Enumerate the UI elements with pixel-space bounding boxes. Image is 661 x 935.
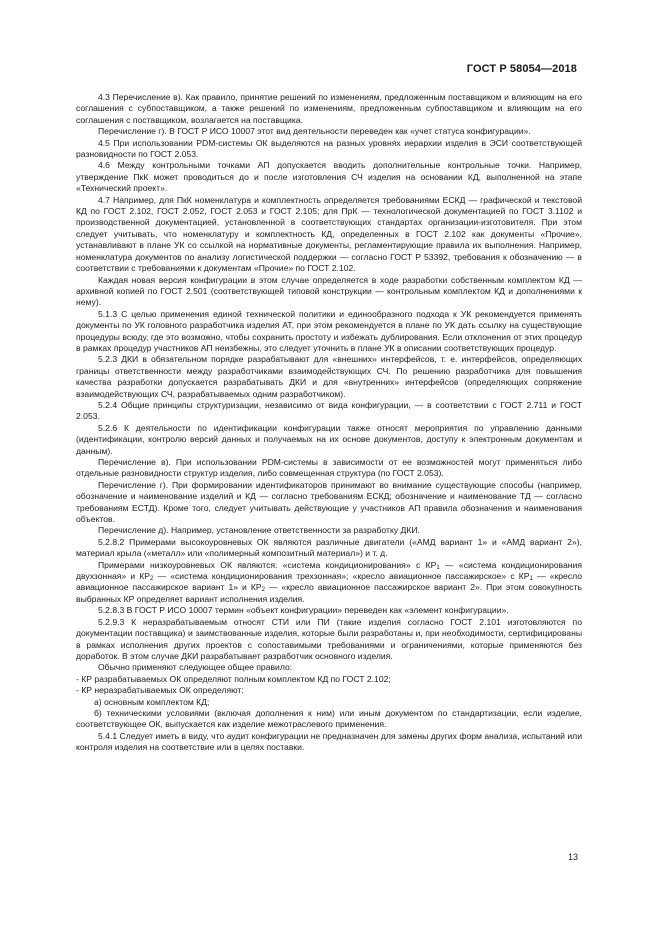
document-code-header: ГОСТ Р 58054—2018 xyxy=(466,63,577,75)
list-item: - КР разрабатываемых ОК определяют полным комплектом КД по ГОСТ 2.102; xyxy=(76,673,391,684)
kr-text-part: Примерами низкоуровневых ОК являются: «система кондиционирования» с КР xyxy=(98,559,437,570)
paragraph-general-rule: Обычно применяют следующее общее правило: xyxy=(98,662,293,673)
paragraph-4-7-version: Каждая новая версия конфигурации в этом случае определяется в ходе разработки собственным комплектом КД — архивной копией по ГОСТ 2.501 (соответствующей типовой конструкции — контрольным комплектом КД и дополнениями к нему). xyxy=(76,274,582,308)
document-body xyxy=(76,92,582,754)
paragraph-5-2-6-d: Перечисление д). Например, установление ответственности за разработку ДКИ. xyxy=(98,525,420,536)
kr-text-part: — «система кондиционирования трехзонная»; «кресло авиационное пассажирское» с КР xyxy=(153,571,530,582)
paragraph-5-2-8-3: 5.2.8.3 В ГОСТ Р ИСО 10007 термин «объект конфигурации» переведен как «элемент конфигурации». xyxy=(98,605,509,616)
kr-subscript: 2 xyxy=(261,587,265,594)
paragraph-5-2-6-v: Перечисление в). При использовании PDM-системы в зависимости от ее возможностей могут применяться либо отдельные разновидности структур изделия, либо совмещенная структура (по ГОСТ 2.053). xyxy=(76,457,582,479)
paragraph-4-3: 4.3 Перечисление в). Как правило, принятие решений по изменениям, предложенным поставщиком и влияющим на его соглашения с субпоставщиком, а также решений по изменениям, предложенным субпоставщиком и влияющим на его соглашения с поставщиком, возлагается на поставщика. xyxy=(76,92,582,125)
kr-text-part: — «кресло авиационное пассажирское вариант 2». При этом совокупность выбранных КР определяет вариант исполнения изделия. xyxy=(76,582,583,604)
kr-subscript: 1 xyxy=(529,576,533,583)
paragraph-low-level-ok xyxy=(76,560,582,606)
kr-subscript: 2 xyxy=(150,576,154,583)
paragraph-5-2-6: 5.2.6 К деятельности по идентификации конфигурации также относят мероприятия по управлению данными (идентификации, контролю версий данных и получаемых на их основе документов, доступу к электронным документам и данным). xyxy=(76,422,582,456)
page-number: 13 xyxy=(567,852,578,862)
paragraph-4-7: 4.7 Например, для ПкК номенклатура и комплектность определяется требованиями ЕСКД — графической и текстовой КД по ГОСТ 2.102, ГОСТ 2.052, ГОСТ 2.053 и ГОСТ 2.105; для ПрК — технологической документацией по ГОСТ 3.1102 и производственной документацией, установленной в соответствующих стандартах организации-изготовителя. При этом следует учитывать, что номенклатуру и комплектность КД, определенных в ГОСТ 2.102 как документы «Прочие», устанавливают в плане УК со ссылкой на нормативные документы, регламентирующие правила их выполнения. Например, номенклатура документов по анализу логистической поддержки — согласно ГОСТ Р 53392, требования к обозначению — в соответствии с требованиями к документам «Прочие» по ГОСТ 2.102. xyxy=(76,194,582,274)
sub-list-item: а) основным комплектом КД; xyxy=(94,696,210,707)
sub-list-item-b: б) техническими условиями (включая дополнения к ним) или иным документом по стандартизации, если изделие, соответствующее ОК, выпускается как изделие межотраслевого применения. xyxy=(76,707,582,730)
paragraph-5-2-8-2: 5.2.8.2 Примерами высокоуровневых ОК являются различные двигатели («АМД вариант 1» и «АМД вариант 2»), материал крыла («металл» или «полимерный композитный материал») и т. д. xyxy=(76,536,582,559)
paragraph-4-3-g: Перечисление г). В ГОСТ Р ИСО 10007 этот вид деятельности переведен как «учет статуса конфигурации». xyxy=(98,126,531,137)
kr-subscript: 1 xyxy=(436,564,440,571)
paragraph-5-2-4: 5.2.4 Общие принципы структуризации, независимо от вида конфигурации, — в соответствии с ГОСТ 2.711 и ГОСТ 2.053. xyxy=(76,399,582,422)
paragraph-4-6: 4.6 Между контрольными точками АП допускается вводить дополнительные контрольные точки. Например, утверждение ПкК может проводиться до и после изготовления СЧ изделия на основании КД, выполненной на этапе «Технический проект». xyxy=(76,160,582,194)
paragraph-5-2-3: 5.2.3 ДКИ в обязательном порядке разрабатывают для «внешних» интерфейсов, т. е. интерфейсов, определяющих границы ответственности между разработчиками взаимодействующих СЧ. По решению разработчика для повышения качества разработки допускается разрабатывать ДКИ и для «внутренних» интерфейсов (определяющих сопряжение взаимодействующих СЧ, разрабатываемых одним разработчиком). xyxy=(76,354,582,399)
paragraph-5-1-3: 5.1.3 С целью применения единой технической политики и единообразного подхода к УК рекомендуется применять документы по УК головного разработчика изделия АТ, при этом рекомендуется в плане по УК дать ссылку на существующие процедуры всюду, где это возможно, чтобы сохранить простоту и избежать дублирования. Если отклонения от этих процедур в рамках процедур участников АП неизбежны, это следует уточнить в плане УК в описании соответствующих процедур. xyxy=(76,308,582,353)
paragraph-5-4-1: 5.4.1 Следует иметь в виду, что аудит конфигурации не предназначен для замены других форм анализа, испытаний или контроля изделия на соответствие или в целях поставки. xyxy=(76,730,582,753)
paragraph-5-2-9-3: 5.2.9.3 К неразрабатываемым относят СТИ или ПИ (такие изделия согласно ГОСТ 2.101 изготовляются по документации поставщика) и заимствованные изделия, которые были разработаны и, при необходимости, сертифицированы в рамках исполнения других проектов с сопоставимыми требованиями и ограничениями, которые применяются без доработок. В этом случае ДКИ разрабатывает разработчик основного изделия. xyxy=(76,616,582,661)
paragraph-4-5: 4.5 При использовании PDM-системы ОК выделяются на разных уровнях иерархии изделия в ЭСИ соответствующей разновидности по ГОСТ 2.053. xyxy=(76,137,582,160)
kr-text-part: — «кресло авиационное пассажирское вариант 1» и КР xyxy=(76,571,582,593)
kr-text-part: — «система кондиционирования двухзонная» и КР xyxy=(76,559,582,582)
list-item: - КР неразрабатываемых ОК определяют: xyxy=(76,685,244,696)
paragraph-5-2-6-g: Перечисление г). При формировании идентификаторов принимают во внимание существующие способы (например, обозначение и наименование изделий и КД — согласно требованиям ЕСКД; обозначение и наименование ТД — согласно требованиям ЕСТД). Кроме того, следует учитывать действующие у участников АП правила обозначения и наименования объектов. xyxy=(76,479,582,525)
